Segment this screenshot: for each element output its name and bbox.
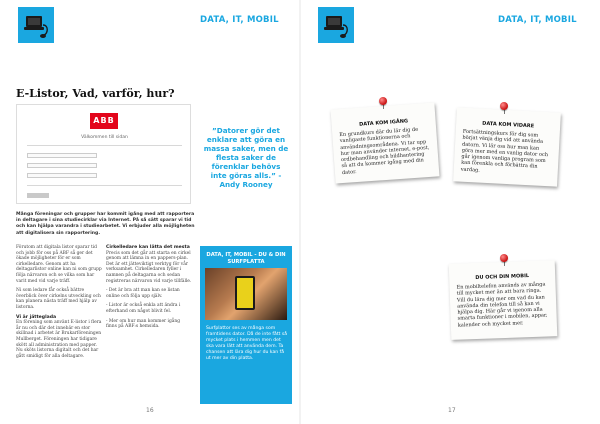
note-text: En grundkurs där du lär dig de vanligaste funktionerna och användningsområdena. Vi tar upp hur man använder internet, e-post, ordbehandling och bildhantering så att du kommer igång med din dator. xyxy=(339,126,430,176)
note-title: DU OCH DIN MOBIL xyxy=(475,273,530,281)
note-title: DATA KOM IGÅNG xyxy=(358,118,409,128)
paragraph: - Listor är också enkla att ändra i efterhand om något blivit fel. xyxy=(106,303,181,314)
subheading: Vi är jätteglada xyxy=(16,314,57,320)
section-label: DATA, IT, MOBIL xyxy=(200,15,279,25)
note-text: En mobiltelefon används av många till mycket mer än att bara ringa. Vill du lära dig mer om vad du kan använda din telefon till så kan vi hjälpa dig. Här går vi igenom alla smarta funktioner i mobilen, appar, kalender och mycket mer. xyxy=(456,281,548,329)
computer-logo-icon xyxy=(318,7,354,43)
note-data-kom-vidare xyxy=(453,107,561,186)
paragraph: Förutom att digitala listor sparar tid och jobb för oss på ABF så ger det ökade möjligheter för er som cirkelledare. Genom att ha deltagarlistor online kan ni som grupp följa närvaron och se vilka som har varit med vid varje träff. xyxy=(16,245,102,284)
article-title: E-Listor, Vad, varför, hur? xyxy=(16,87,175,100)
pushpin-icon xyxy=(500,102,508,110)
note-text: Fortsättningskurs för dig som börjat vänja dig vid att använda datorn. Vi lär oss hur man kan göra mer med en vanlig dator och går igenom vanliga program som kan förenkla och förbättra din vardag. xyxy=(460,128,549,174)
section-label: DATA, IT, MOBIL xyxy=(498,15,577,25)
website-screenshot xyxy=(16,104,191,204)
paragraph: Precis som det går att starta en cirkel genom att lämna in en pappers-plan. Det är ett jätteviktigt verktyg för vår verksamhet. Cirkelledaren fyller i namnen på deltagarna och sedan registreras närvaron vid varje tillfälle. xyxy=(106,250,192,284)
pull-quote: ”Datorer gör det enklare att göra en massa saker, men de flesta saker de förenklar behövs inte göras alls.” - Andy Rooney xyxy=(203,126,289,189)
page-number: 16 xyxy=(146,407,154,414)
sidebar-box xyxy=(200,246,292,404)
box-text: Surfplattor ses av många som framtidens dator. Då de inte fått så mycket plats i hemmen men det ska vara lätt att använda dem. Ta chansen att lära dig hur du kan få ut mer av din platta. xyxy=(206,326,288,361)
paragraph: - Mer om hur man kommer igång finns på ABF:s hemsida. xyxy=(106,318,181,330)
form-field xyxy=(27,153,97,158)
divider xyxy=(27,185,182,186)
pushpin-icon xyxy=(500,254,508,262)
column-2 xyxy=(106,245,192,334)
note-title: DATA KOM VIDARE xyxy=(482,120,535,130)
right-page xyxy=(300,0,600,424)
abb-logo: ABB xyxy=(90,113,118,129)
pushpin-icon xyxy=(379,97,387,105)
paragraph: Ni som ledare får också bättre överblick över cirkelns utveckling och kan planera nästa träff med hjälp av listorna. xyxy=(16,288,101,310)
column-1 xyxy=(16,245,102,363)
note-du-och-din-mobil xyxy=(449,260,558,340)
subheading: Cirkelledare kan lätta det mesta xyxy=(106,245,190,250)
welcome-text: Välkommen till sidan xyxy=(81,135,128,140)
page-number: 17 xyxy=(448,407,456,414)
box-title: DATA, IT, MOBIL - DU & DIN SURFPLATTA xyxy=(206,252,286,265)
tablet-icon xyxy=(235,276,255,310)
paragraph: - Det är bra att man kan se listan online och följa upp själv. xyxy=(106,288,180,299)
computer-logo-icon xyxy=(18,7,54,43)
form-button xyxy=(27,193,49,198)
divider xyxy=(27,145,182,146)
note-data-kom-igang xyxy=(331,102,440,183)
paragraph: En förening som använt E-listor i flera år nu och där det innebär en stor skillnad i arbetet är Brukarföreningen Mullberget. Föreningen har tidigare skött all administration med papper. Nu sköts listorna digitalt och det har gått smidigt för alla deltagare. xyxy=(16,320,102,359)
tablet-photo xyxy=(205,268,287,320)
form-field xyxy=(27,173,97,178)
intro-paragraph: Många föreningar och grupper har kommit igång med att rapportera in deltagare i sina studiecirklar via Internet. På så sätt sparar vi tid och kan hjälpa varandra i studiearbetet. Vi erbjuder alla möjligheten att digitalisera sin rapportering. xyxy=(16,212,195,236)
form-field xyxy=(27,163,97,168)
